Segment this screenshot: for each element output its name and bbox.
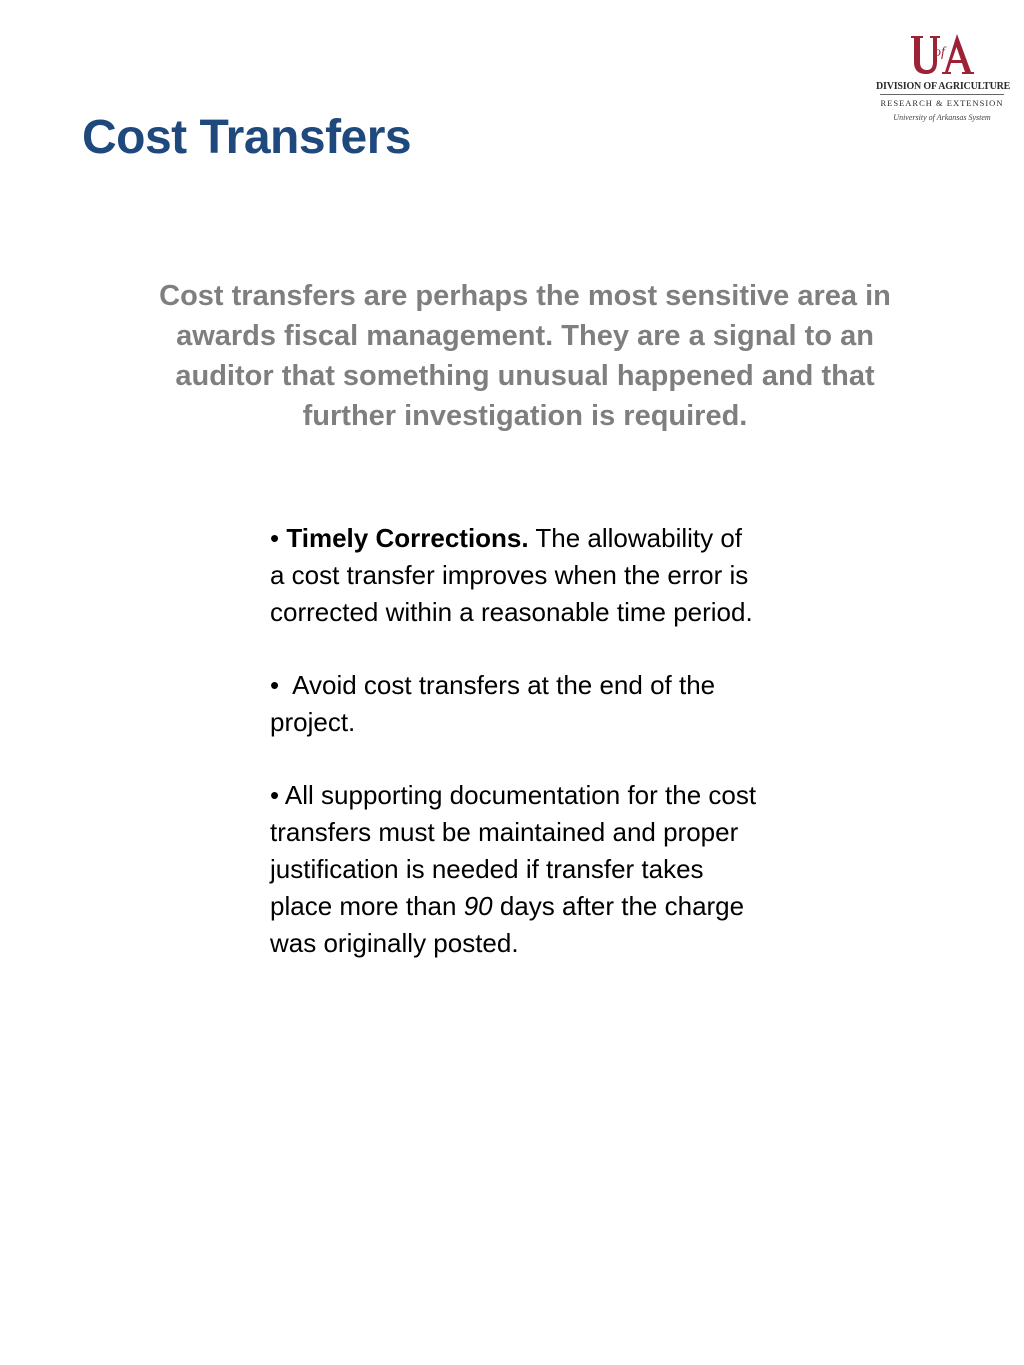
bullet-emphasis-days: 90 bbox=[463, 891, 493, 921]
bullet-heading: Timely Corrections. bbox=[286, 523, 529, 553]
bullet-marker: • bbox=[270, 523, 280, 553]
bullet-supporting-documentation bbox=[270, 777, 760, 962]
bullet-avoid-transfers bbox=[270, 667, 760, 741]
bullet-text: Avoid cost transfers at the end of the project. bbox=[270, 670, 716, 737]
bullet-marker: • bbox=[270, 670, 280, 700]
bullet-text-after: days after the charge was originally posted. bbox=[270, 891, 745, 958]
bullet-marker: • bbox=[270, 780, 280, 810]
bullet-list bbox=[270, 520, 760, 998]
logo-divider bbox=[880, 94, 1004, 95]
svg-text:of: of bbox=[934, 45, 945, 60]
logo-division-text: DIVISION OF AGRICULTURE bbox=[876, 81, 1011, 92]
intro-paragraph: Cost transfers are perhaps the most sensitive area in awards fiscal management. They are a signal to an auditor that something unusual happened and that further investigation is required. bbox=[159, 280, 891, 432]
uofa-logo bbox=[876, 32, 1011, 122]
bullet-text-before: All supporting documentation for the cost transfers must be maintained and proper justification is needed if transfer takes place more than bbox=[270, 780, 757, 921]
logo-system-text: University of Arkansas System bbox=[893, 113, 991, 122]
logo-research-text: RESEARCH & EXTENSION bbox=[880, 98, 1004, 108]
bullet-timely-corrections bbox=[270, 520, 760, 631]
bullet-text: The allowability of a cost transfer improves when the error is corrected within a reasonable time period. bbox=[270, 523, 753, 627]
uofa-monogram-icon bbox=[907, 32, 977, 78]
slide-title: Cost Transfers bbox=[82, 111, 412, 164]
